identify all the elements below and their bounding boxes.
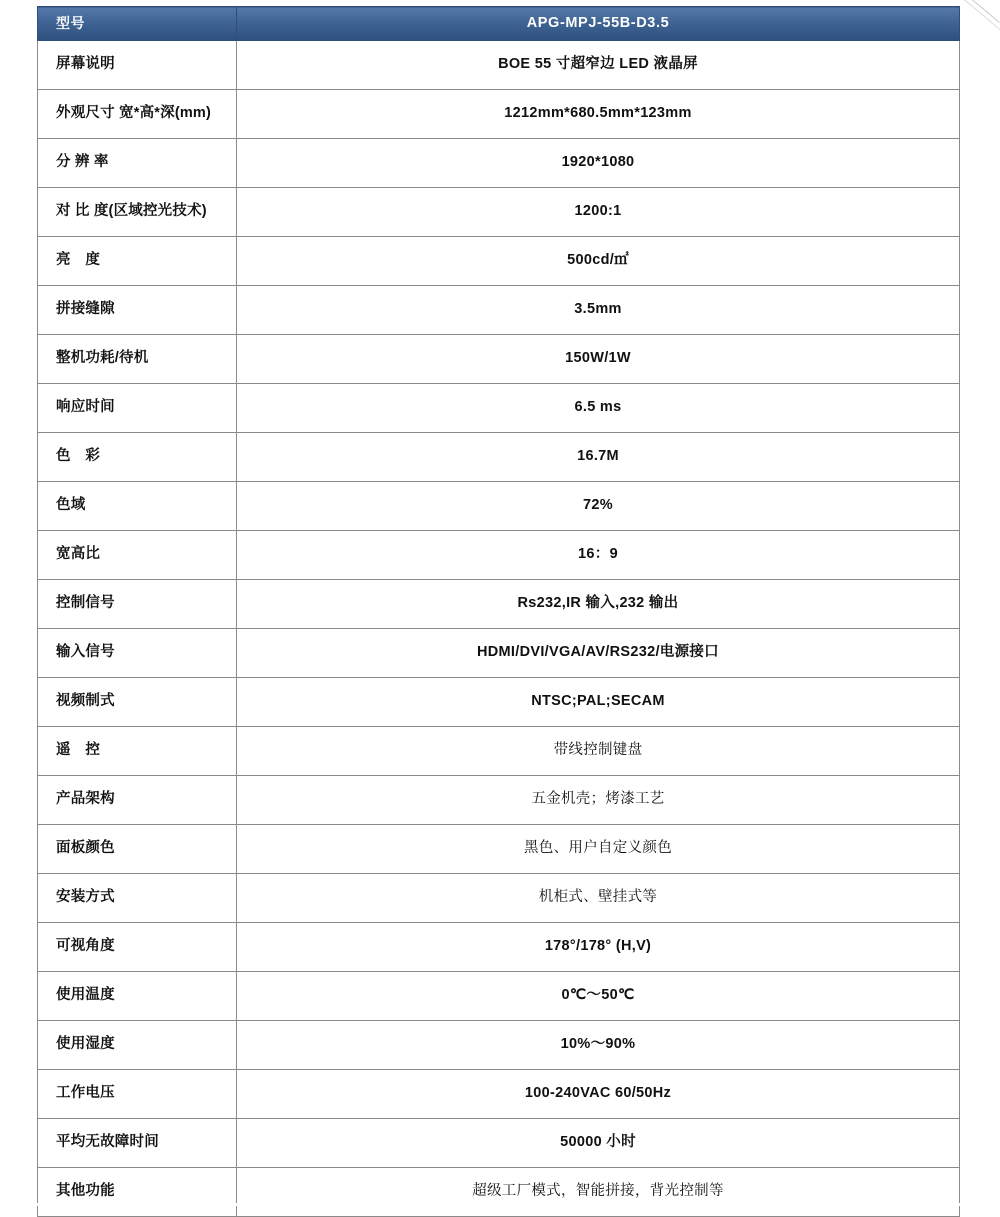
spec-value: 72% xyxy=(237,482,960,531)
spec-label: 对 比 度(区域控光技术) xyxy=(38,188,237,237)
table-row xyxy=(38,286,960,335)
spec-label: 分 辨 率 xyxy=(38,139,237,188)
spec-value: 带线控制键盘 xyxy=(237,727,960,776)
product-specification-table xyxy=(37,6,960,1217)
spec-label: 控制信号 xyxy=(38,580,237,629)
spec-label: 屏幕说明 xyxy=(38,41,237,90)
table-row xyxy=(38,580,960,629)
table-row xyxy=(38,188,960,237)
table-row xyxy=(38,531,960,580)
table-header-row xyxy=(38,7,960,41)
table-row xyxy=(38,874,960,923)
spec-label: 遥 控 xyxy=(38,727,237,776)
table-row xyxy=(38,1168,960,1217)
table-row xyxy=(38,139,960,188)
table-row xyxy=(38,1119,960,1168)
spec-value: 500cd/㎡ xyxy=(237,237,960,286)
spec-value: 10%～90% xyxy=(237,1021,960,1070)
spec-label: 安装方式 xyxy=(38,874,237,923)
spec-label: 其他功能 xyxy=(38,1168,237,1217)
spec-value: 3.5mm xyxy=(237,286,960,335)
spec-label: 输入信号 xyxy=(38,629,237,678)
spec-label: 工作电压 xyxy=(38,1070,237,1119)
spec-value: 100-240VAC 60/50Hz xyxy=(237,1070,960,1119)
table-row xyxy=(38,923,960,972)
table-row xyxy=(38,1021,960,1070)
spec-label: 宽高比 xyxy=(38,531,237,580)
table-row xyxy=(38,972,960,1021)
spec-label: 外观尺寸 宽*高*深(mm) xyxy=(38,90,237,139)
spec-label: 整机功耗/待机 xyxy=(38,335,237,384)
spec-label: 色域 xyxy=(38,482,237,531)
table-row xyxy=(38,384,960,433)
table-row xyxy=(38,776,960,825)
table-header-model: APG-MPJ-55B-D3.5 xyxy=(237,7,960,41)
spec-value: 16.7M xyxy=(237,433,960,482)
spec-value: Rs232,IR 输入,232 输出 xyxy=(237,580,960,629)
spec-label: 产品架构 xyxy=(38,776,237,825)
spec-label: 面板颜色 xyxy=(38,825,237,874)
spec-value: 机柜式、壁挂式等 xyxy=(237,874,960,923)
spec-label: 拼接缝隙 xyxy=(38,286,237,335)
table-row xyxy=(38,237,960,286)
spec-label: 使用湿度 xyxy=(38,1021,237,1070)
spec-value: 50000 小时 xyxy=(237,1119,960,1168)
table-row xyxy=(38,482,960,531)
spec-label: 使用温度 xyxy=(38,972,237,1021)
table-row xyxy=(38,41,960,90)
table-row xyxy=(38,90,960,139)
spec-value: 6.5 ms xyxy=(237,384,960,433)
spec-value: NTSC;PAL;SECAM xyxy=(237,678,960,727)
spec-value: 0℃～50℃ xyxy=(237,972,960,1021)
spec-value: 1200:1 xyxy=(237,188,960,237)
spec-label: 色 彩 xyxy=(38,433,237,482)
table-body xyxy=(38,7,960,1217)
table-row xyxy=(38,1070,960,1119)
spec-label: 视频制式 xyxy=(38,678,237,727)
spec-label: 亮 度 xyxy=(38,237,237,286)
spec-value: 150W/1W xyxy=(237,335,960,384)
spec-value: 1212mm*680.5mm*123mm xyxy=(237,90,960,139)
spec-value: 16：9 xyxy=(237,531,960,580)
table-row xyxy=(38,727,960,776)
spec-value: 黑色、用户自定义颜色 xyxy=(237,825,960,874)
table-row xyxy=(38,629,960,678)
table-row xyxy=(38,678,960,727)
table-row xyxy=(38,335,960,384)
spec-value: 五金机壳；烤漆工艺 xyxy=(237,776,960,825)
spec-value: 1920*1080 xyxy=(237,139,960,188)
spec-value: 178°/178° (H,V) xyxy=(237,923,960,972)
spec-label: 响应时间 xyxy=(38,384,237,433)
spec-value: 超级工厂模式，智能拼接，背光控制等 xyxy=(237,1168,960,1217)
spec-value: BOE 55 寸超窄边 LED 液晶屏 xyxy=(237,41,960,90)
table-row xyxy=(38,433,960,482)
page-corner-fold-icon xyxy=(958,0,1000,40)
table-row xyxy=(38,825,960,874)
spec-value: HDMI/DVI/VGA/AV/RS232/电源接口 xyxy=(237,629,960,678)
table-header-label: 型号 xyxy=(38,7,237,41)
spec-label: 可视角度 xyxy=(38,923,237,972)
spec-label: 平均无故障时间 xyxy=(38,1119,237,1168)
